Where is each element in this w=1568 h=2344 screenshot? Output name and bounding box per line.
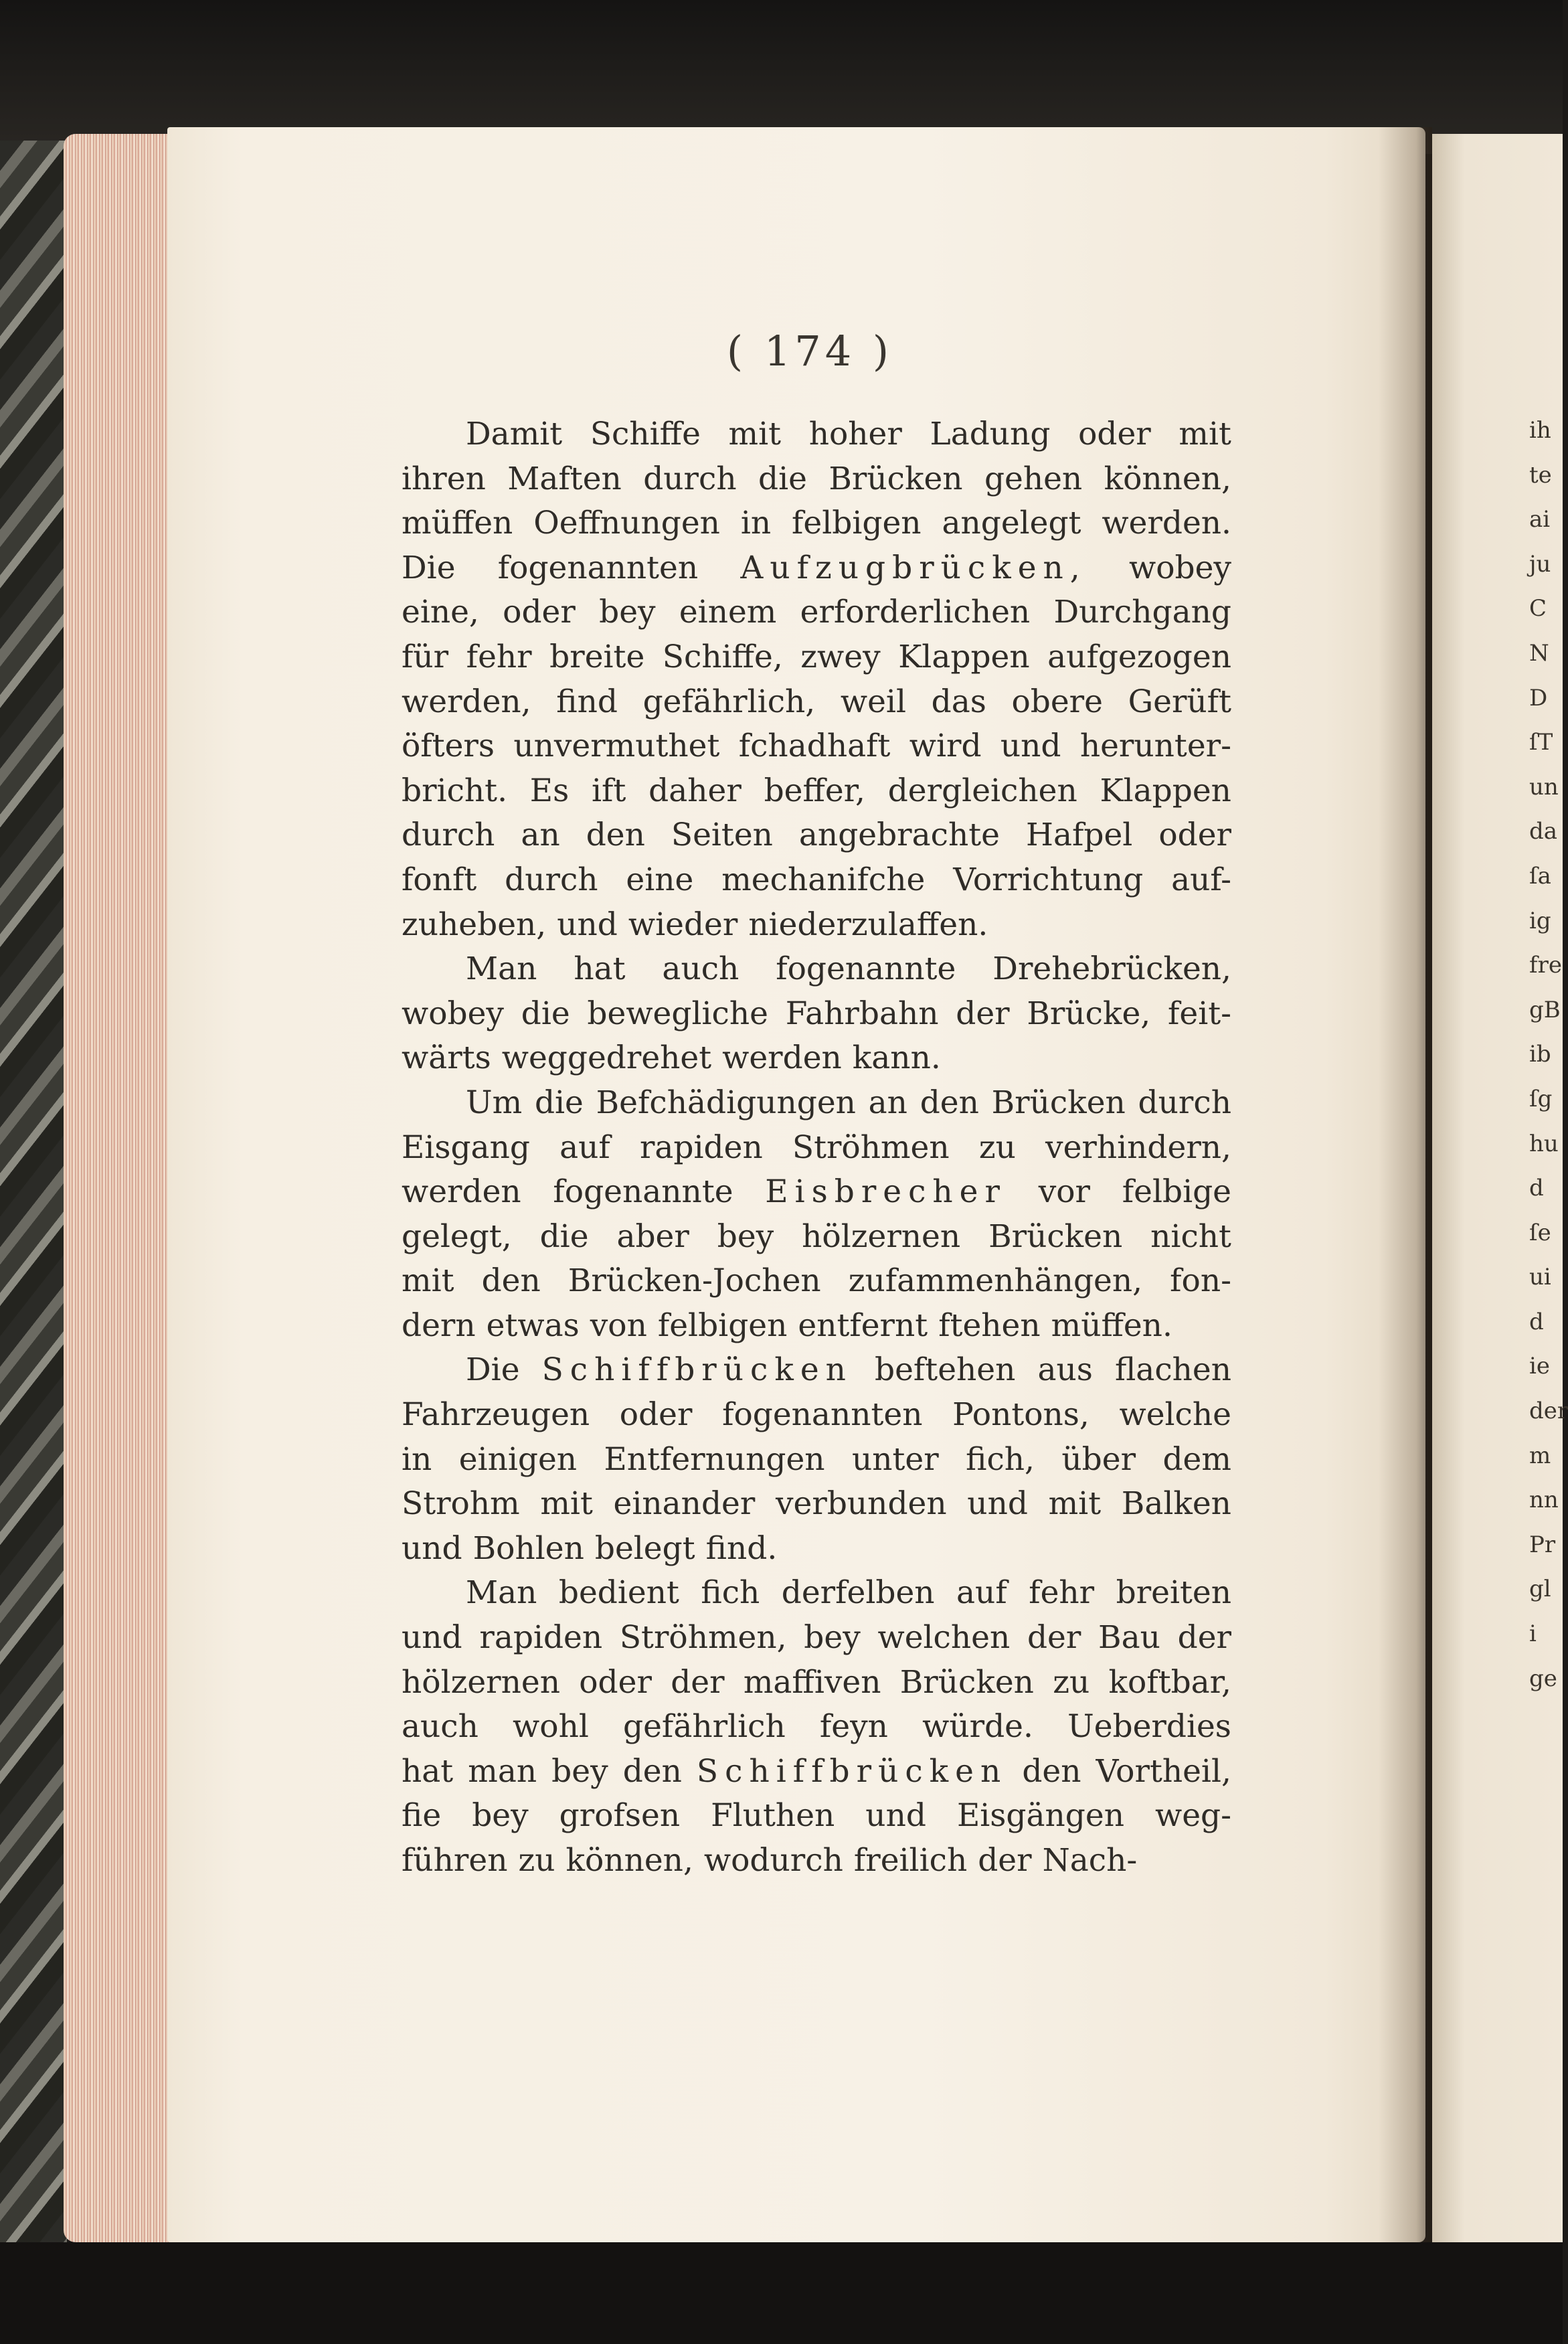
word: Vorrichtung <box>953 861 1144 898</box>
word: Gerüft <box>1128 683 1231 720</box>
word: rapiden <box>639 1128 763 1166</box>
word: hölzernen <box>802 1218 961 1255</box>
word: aus <box>1037 1351 1093 1389</box>
word: rapiden <box>479 1619 603 1657</box>
word: Schiffe <box>590 416 701 452</box>
word: obere <box>1011 683 1103 720</box>
word: Schiffbrücken <box>541 1351 853 1389</box>
word: den <box>481 1262 541 1300</box>
word: fogenannte <box>776 950 956 988</box>
word: können, <box>565 1842 693 1879</box>
facing-page-fragment: nn <box>1529 1487 1559 1514</box>
facing-page-fragment: da <box>1529 818 1558 845</box>
word: weggedrehet <box>501 1039 712 1077</box>
word: oder <box>503 594 576 631</box>
word: Pontons, <box>952 1396 1090 1434</box>
word: Damit <box>466 416 563 452</box>
word: Nach- <box>1042 1842 1138 1879</box>
page-edges <box>64 134 177 2242</box>
word: der <box>1027 1619 1081 1657</box>
word: Drehebrücken, <box>992 950 1231 988</box>
word: freilich <box>853 1842 968 1879</box>
text-line <box>402 635 1231 680</box>
word: Die <box>402 549 456 586</box>
text-line <box>402 412 1231 457</box>
word: an <box>521 817 560 854</box>
word: Man <box>466 1574 537 1612</box>
word: aufgezogen <box>1047 638 1231 675</box>
word: der <box>1177 1619 1231 1657</box>
word: wieder <box>628 906 738 943</box>
word: grofsen <box>559 1797 681 1835</box>
word: die <box>758 460 807 497</box>
word: weil <box>840 683 906 720</box>
word: unter <box>851 1440 939 1478</box>
word: und <box>402 1529 462 1567</box>
word: von <box>590 1307 647 1344</box>
word: find. <box>705 1529 778 1567</box>
word: müffen <box>402 505 513 542</box>
word: Strohm <box>402 1485 520 1523</box>
text-line <box>402 457 1231 502</box>
word: Schiffe, <box>662 638 783 675</box>
word: Eisgängen <box>956 1797 1124 1835</box>
word: welche <box>1119 1396 1231 1434</box>
word: würde. <box>922 1708 1033 1746</box>
facing-page-fragment: ih <box>1529 417 1551 444</box>
word: über <box>1061 1440 1136 1478</box>
word: wohl <box>513 1708 589 1746</box>
word: Klappen <box>1100 772 1231 809</box>
word: find <box>556 683 618 720</box>
word: flachen <box>1114 1351 1231 1389</box>
word: Um <box>466 1084 523 1121</box>
text-line <box>402 1616 1231 1661</box>
word: Hafpel <box>1025 817 1133 854</box>
word: auch <box>662 950 739 988</box>
word: Ladung <box>930 416 1051 452</box>
word: Man <box>466 950 537 988</box>
word: durch <box>505 861 598 898</box>
facing-page-text <box>1529 408 1568 1701</box>
facing-page-fragment: ie <box>1529 1353 1550 1380</box>
word: ift <box>592 772 626 809</box>
word: wodurch <box>703 1842 843 1879</box>
word: durch <box>402 817 495 854</box>
word: ihren <box>402 460 486 497</box>
word: der <box>956 995 1010 1032</box>
word: breite <box>549 638 645 675</box>
word: dem <box>1162 1440 1231 1478</box>
word: belegt <box>594 1529 695 1567</box>
text-line <box>402 501 1231 546</box>
word: fon- <box>1170 1262 1231 1300</box>
word: durch <box>643 460 737 497</box>
text-line <box>402 903 1231 948</box>
word: gefährlich, <box>642 683 816 720</box>
word: öfters <box>402 728 495 765</box>
word: werden. <box>1102 505 1231 542</box>
word: wobey <box>1128 549 1231 586</box>
word: derfelben <box>781 1574 935 1612</box>
facing-page-fragment: d <box>1529 1308 1544 1335</box>
word: Seiten <box>671 817 773 854</box>
word: Bohlen <box>472 1529 584 1567</box>
word: auch <box>402 1708 478 1746</box>
word: Schiffbrücken <box>696 1752 1008 1790</box>
word: hat <box>574 950 626 988</box>
word: in <box>740 505 772 542</box>
word: zu <box>1053 1663 1090 1701</box>
text-line <box>402 546 1231 591</box>
text-line <box>402 1126 1231 1171</box>
word: Fahrbahn <box>785 995 939 1032</box>
facing-page-fragment: te <box>1529 461 1552 489</box>
word: fogenannte <box>553 1173 733 1211</box>
word: Brücken <box>829 460 963 497</box>
word: felbige <box>1122 1173 1231 1211</box>
word: bey <box>599 594 656 631</box>
facing-page-fragment: gB <box>1529 996 1561 1023</box>
word: werden, <box>402 683 531 720</box>
word: bey <box>551 1752 608 1790</box>
facing-page-fragment: D <box>1529 684 1548 711</box>
word: unvermuthet <box>513 728 720 765</box>
word: felbigen <box>792 505 922 542</box>
word: gefährlich <box>623 1708 786 1746</box>
text-line <box>402 1482 1231 1527</box>
facing-page-fragment: N <box>1529 639 1549 667</box>
word: etwas <box>486 1307 580 1344</box>
word: den <box>920 1084 979 1121</box>
word: mit <box>540 1485 593 1523</box>
word: Oeffnungen <box>533 505 720 542</box>
word: auf <box>559 1128 610 1166</box>
word: auf- <box>1171 861 1231 898</box>
body-text <box>402 412 1231 1883</box>
text-line <box>402 1081 1231 1126</box>
word: dergleichen <box>887 772 1077 809</box>
word: der <box>978 1842 1032 1879</box>
word: bey <box>472 1797 529 1835</box>
text-line <box>402 1170 1231 1215</box>
word: eine <box>626 861 694 898</box>
facing-page-fragment: ju <box>1529 550 1551 578</box>
word: mit <box>402 1262 454 1300</box>
word: hat <box>402 1752 454 1790</box>
text-line <box>402 813 1231 858</box>
backdrop-bottom <box>0 2242 1563 2344</box>
word: wärts <box>402 1039 491 1077</box>
word: fogenannten <box>497 549 699 586</box>
word: hölzernen <box>402 1663 560 1701</box>
word: Entfernungen <box>604 1440 825 1478</box>
text-line <box>402 1036 1231 1081</box>
word: führen <box>402 1842 508 1879</box>
word: Brücken <box>988 1218 1123 1255</box>
text-line <box>402 992 1231 1037</box>
word: eine, <box>402 594 479 631</box>
word: feyn <box>819 1708 888 1746</box>
facing-page-fragment: m <box>1529 1442 1551 1469</box>
facing-page-fragment: hu <box>1529 1130 1559 1157</box>
text-line <box>402 1527 1231 1572</box>
word: fonft <box>402 861 477 898</box>
word: Vortheil, <box>1096 1752 1231 1790</box>
word: und <box>557 906 618 943</box>
facing-page-fragment: gl <box>1529 1576 1551 1603</box>
word: fehr <box>1029 1574 1095 1612</box>
facing-page-fragment: ai <box>1529 506 1551 533</box>
word: der <box>671 1663 725 1701</box>
text-line <box>402 724 1231 769</box>
word: Eisgang <box>402 1128 530 1166</box>
word: und <box>402 1619 462 1657</box>
word: Aufzugbrücken, <box>740 549 1087 586</box>
word: feit- <box>1167 995 1231 1032</box>
word: durch <box>1138 1084 1231 1121</box>
word: man <box>468 1752 537 1790</box>
page-number: ( 174 ) <box>726 327 893 375</box>
word: bey <box>804 1619 861 1657</box>
word: nicht <box>1150 1218 1231 1255</box>
word: entfernt <box>798 1307 928 1344</box>
facing-page-fragment: d <box>1529 1175 1544 1202</box>
word: fogenannten <box>722 1396 923 1434</box>
word: zu <box>518 1842 555 1879</box>
word: aber <box>616 1218 689 1255</box>
word: Balken <box>1121 1485 1231 1523</box>
facing-page-fragment: ſT <box>1529 729 1553 756</box>
word: fehr <box>466 638 532 675</box>
word: die <box>521 995 570 1032</box>
facing-page-fragment: der <box>1529 1398 1568 1425</box>
word: Ueberdies <box>1067 1708 1231 1746</box>
text-line <box>402 1393 1231 1438</box>
word: Bau <box>1098 1619 1160 1657</box>
word: und <box>967 1485 1028 1523</box>
word: angebrachte <box>798 817 1000 854</box>
word: oder <box>1078 416 1151 452</box>
word: Brücke, <box>1027 995 1151 1032</box>
word: Es <box>529 772 570 809</box>
word: einem <box>679 594 777 631</box>
word: müffen. <box>1051 1307 1172 1344</box>
word: breiten <box>1116 1574 1231 1612</box>
word: Maften <box>507 460 622 497</box>
text-line <box>402 1705 1231 1750</box>
word: wird <box>909 728 982 765</box>
text-line <box>402 1259 1231 1304</box>
word: zu <box>978 1128 1016 1166</box>
word: dern <box>402 1307 476 1344</box>
gutter-shadow <box>1379 127 1432 2242</box>
facing-page-fragment: ig <box>1529 907 1551 934</box>
word: Brücken-Jochen <box>568 1262 821 1300</box>
word: an <box>868 1084 907 1121</box>
word: fie <box>402 1797 442 1835</box>
word: zuheben, <box>402 906 547 943</box>
word: den <box>622 1752 682 1790</box>
word: gehen <box>984 460 1083 497</box>
word: zwey <box>800 638 881 675</box>
word: in <box>402 1440 432 1478</box>
word: daher <box>648 772 742 809</box>
word: Befchädigungen <box>596 1084 856 1121</box>
word: maffiven <box>743 1663 881 1701</box>
word: Die <box>466 1351 520 1389</box>
facing-page-fragment: ſa <box>1529 862 1551 890</box>
word: verhindern, <box>1045 1128 1231 1166</box>
word: Klappen <box>898 638 1030 675</box>
word: bewegliche <box>587 995 768 1032</box>
word: oder <box>1158 817 1231 854</box>
word: zufammenhängen, <box>848 1262 1143 1300</box>
word: Brücken <box>899 1663 1034 1701</box>
word: kann. <box>852 1039 941 1077</box>
word: angelegt <box>942 505 1081 542</box>
word: bricht. <box>402 772 508 809</box>
facing-page-fragment: un <box>1529 773 1559 801</box>
word: den <box>1022 1752 1081 1790</box>
word: gelegt, <box>402 1218 512 1255</box>
word: hoher <box>808 416 902 452</box>
word: fich, <box>966 1440 1035 1478</box>
word: oder <box>579 1663 652 1701</box>
word: beftehen <box>875 1351 1016 1389</box>
word: die <box>534 1084 584 1121</box>
word: weg- <box>1154 1797 1231 1835</box>
word: herunter- <box>1079 728 1231 765</box>
text-line <box>402 1839 1231 1883</box>
text-line <box>402 1750 1231 1794</box>
word: beffer, <box>764 772 865 809</box>
word: fchadhaft <box>738 728 891 765</box>
word: oder <box>619 1396 693 1434</box>
word: das <box>931 683 986 720</box>
text-line <box>402 1304 1231 1349</box>
word: und <box>1000 728 1061 765</box>
word: niederzulaffen. <box>748 906 988 943</box>
text-line <box>402 1794 1231 1839</box>
word: Fahrzeugen <box>402 1396 590 1434</box>
word: felbigen <box>657 1307 788 1344</box>
word: auf <box>956 1574 1007 1612</box>
word: Ströhmen, <box>619 1619 787 1657</box>
text-line <box>402 590 1231 635</box>
word: mit <box>1179 416 1231 452</box>
word: können, <box>1104 460 1231 497</box>
word: Ströhmen <box>792 1128 950 1166</box>
word: einigen <box>458 1440 578 1478</box>
word: einander <box>613 1485 756 1523</box>
word: für <box>402 638 449 675</box>
word: mit <box>728 416 782 452</box>
word: fich <box>701 1574 760 1612</box>
word: koftbar, <box>1108 1663 1231 1701</box>
facing-page-fragment: ge <box>1529 1665 1557 1692</box>
word: erforderlichen <box>800 594 1031 631</box>
facing-page-fragment: ui <box>1529 1264 1551 1291</box>
word: Brücken <box>991 1084 1126 1121</box>
word: werden <box>722 1039 842 1077</box>
word: wobey <box>402 995 504 1032</box>
word: ftehen <box>938 1307 1041 1344</box>
facing-page-fragment: C <box>1529 595 1547 622</box>
word: verbunden <box>775 1485 947 1523</box>
word: welchen <box>877 1619 1011 1657</box>
text-line <box>402 769 1231 814</box>
word: Fluthen <box>711 1797 835 1835</box>
word: die <box>539 1218 589 1255</box>
text-line <box>402 1348 1231 1393</box>
word: werden <box>402 1173 521 1211</box>
text-line <box>402 1571 1231 1616</box>
marbled-cover <box>0 141 67 2344</box>
facing-page-fragment: ib <box>1529 1041 1551 1068</box>
facing-page-fragment: ſe <box>1529 1219 1551 1246</box>
text-line <box>402 1438 1231 1483</box>
word: mit <box>1048 1485 1102 1523</box>
word: bedient <box>558 1574 679 1612</box>
text-line <box>402 680 1231 725</box>
facing-page-fragment: ſg <box>1529 1085 1553 1112</box>
word: bey <box>717 1218 774 1255</box>
facing-page-fragment: i <box>1529 1620 1537 1648</box>
facing-page-fragment: Pr <box>1529 1531 1556 1558</box>
text-line <box>402 858 1231 903</box>
word: Durchgang <box>1053 594 1231 631</box>
word: den <box>586 817 645 854</box>
word: Eisbrecher <box>765 1173 1007 1211</box>
word: mechanifche <box>721 861 926 898</box>
text-line <box>402 1661 1231 1705</box>
facing-page-fragment: fre <box>1529 952 1562 979</box>
word: und <box>865 1797 926 1835</box>
text-line <box>402 1215 1231 1260</box>
text-line <box>402 947 1231 992</box>
word: vor <box>1038 1173 1091 1211</box>
